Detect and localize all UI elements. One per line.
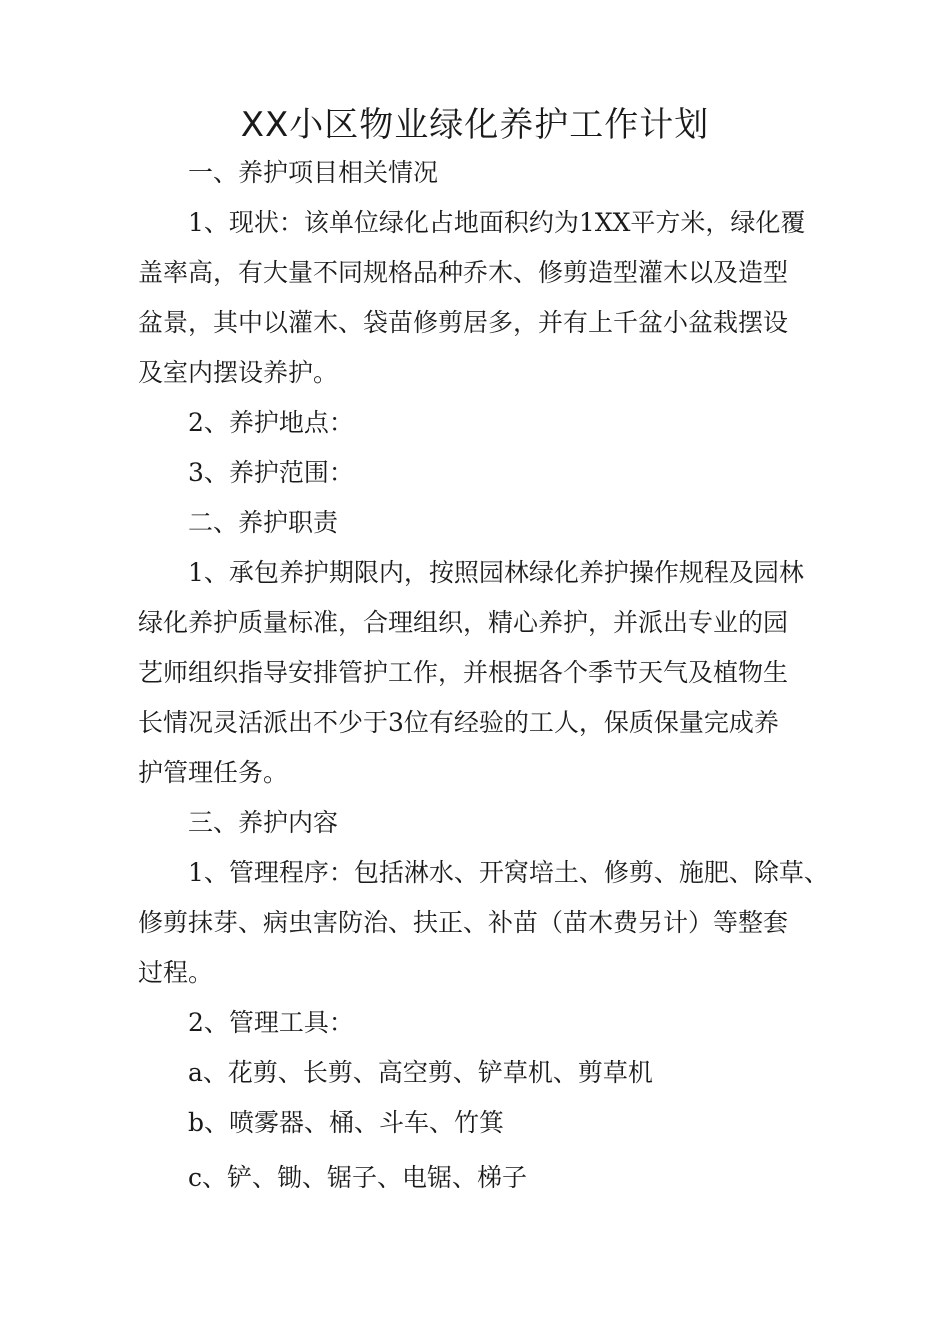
- paragraph-line: 2、管理工具：: [188, 1008, 354, 1037]
- section-heading-1: 一、养护项目相关情况: [188, 158, 439, 187]
- paragraph-line: 绿化养护质量标准，合理组织，精心养护，并派出专业的园: [138, 608, 789, 637]
- paragraph-line: 护管理任务。: [138, 758, 289, 787]
- paragraph-line: 及室内摆设养护。: [138, 358, 339, 387]
- list-item: c、铲、锄、锯子、电锯、梯子: [188, 1163, 528, 1192]
- section-heading-3: 三、养护内容: [188, 808, 339, 837]
- document-title: XX小区物业绿化养护工作计划: [240, 105, 710, 145]
- list-item: a、花剪、长剪、高空剪、铲草机、剪草机: [188, 1058, 653, 1087]
- paragraph-line: 艺师组织指导安排管护工作，并根据各个季节天气及植物生: [138, 658, 789, 687]
- paragraph-line: 盆景，其中以灌木、袋苗修剪居多，并有上千盆小盆栽摆设: [138, 308, 789, 337]
- paragraph-line: 1、管理程序：包括淋水、开窝培土、修剪、施肥、除草、: [188, 858, 829, 887]
- paragraph-line: 1、现状：该单位绿化占地面积约为1XX平方米，绿化覆: [188, 208, 806, 237]
- paragraph-line: 长情况灵活派出不少于3位有经验的工人，保质保量完成养: [138, 708, 779, 737]
- section-heading-2: 二、养护职责: [188, 508, 339, 537]
- list-item: b、喷雾器、桶、斗车、竹箕: [188, 1108, 505, 1137]
- paragraph-line: 2、养护地点：: [188, 408, 354, 437]
- paragraph-line: 1、承包养护期限内，按照园林绿化养护操作规程及园林: [188, 558, 804, 587]
- paragraph-line: 3、养护范围：: [188, 458, 354, 487]
- paragraph-line: 过程。: [138, 958, 214, 987]
- paragraph-line: 盖率高，有大量不同规格品种乔木、修剪造型灌木以及造型: [138, 258, 789, 287]
- paragraph-line: 修剪抹芽、病虫害防治、扶正、补苗（苗木费另计）等整套: [138, 908, 789, 937]
